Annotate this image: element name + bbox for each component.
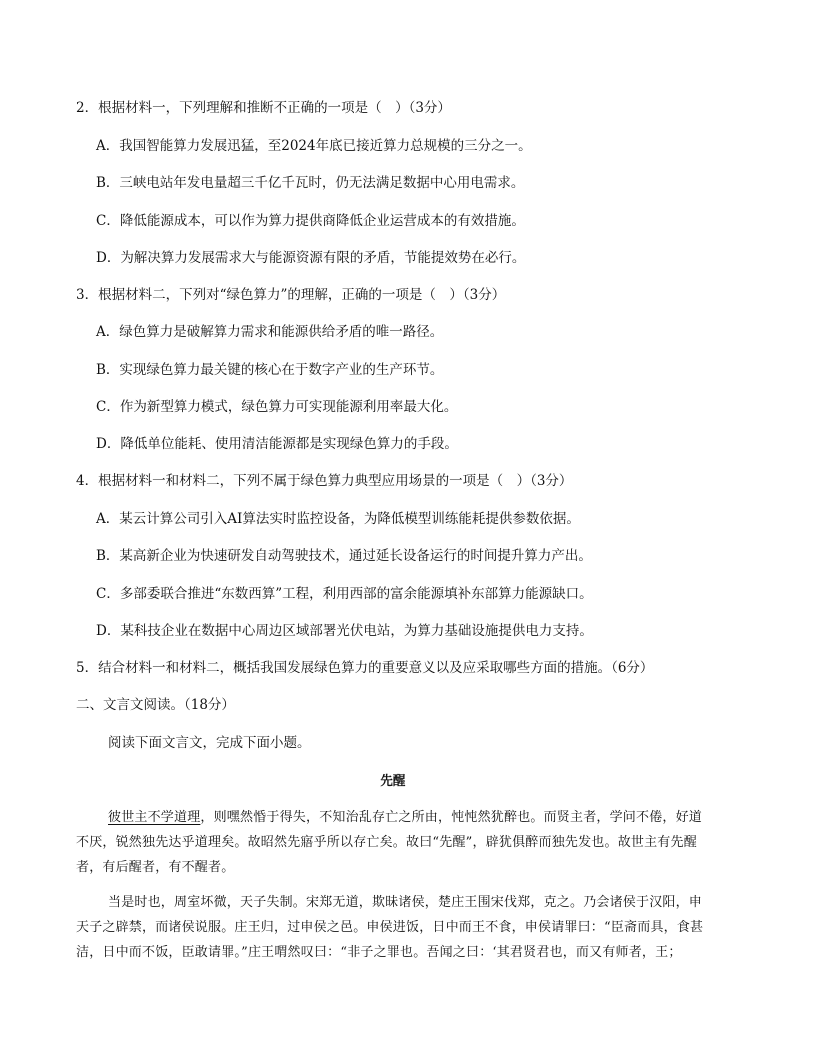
question-3-option-c: C．作为新型算力模式，绿色算力可实现能源利用率最大化。 (96, 399, 458, 415)
question-2-option-c: C．降低能源成本，可以作为算力提供商降低企业运营成本的有效措施。 (96, 213, 525, 229)
passage-p1-line-1 (108, 808, 702, 828)
question-4-option-c: C．多部委联合推进“东数西算”工程，利用西部的富余能源填补东部算力能源缺口。 (96, 586, 593, 602)
question-3-stem: 3．根据材料二，下列对“绿色算力”的理解，正确的一项是（ ）（3分） (76, 287, 506, 303)
passage-p2-line-1: 当是时也，周室坏微，天子失制。宋郑无道，欺昧诸侯，楚庄王围宋伐郑，克之。乃会诸侯于汉阳，申 (108, 895, 703, 910)
question-4-option-b: B．某高新企业为快速研发自动驾驶技术，通过延长设备运行的时间提升算力产出。 (96, 548, 592, 564)
question-3-option-a: A．绿色算力是破解算力需求和能源供给矛盾的唯一路径。 (96, 324, 444, 340)
passage-p2-line-2: 天子之辟禁，而诸侯说服。庄王归，过申侯之邑。申侯进饭，日中而王不食，申侯请罪曰：“臣斋而具，食甚 (76, 920, 704, 935)
question-3-option-d: D．降低单位能耗、使用清洁能源都是实现绿色算力的手段。 (96, 436, 458, 452)
passage-p1-line-1-rest: ，则嘿然惛于得失，不知治乱存亡之所由，忳忳然犹醉也。而贤主者，学问不倦，好道 (200, 810, 703, 825)
passage-title: 先醒 (380, 774, 406, 789)
question-2-stem: 2．根据材料一，下列理解和推断不正确的一项是（ ）（3分） (76, 100, 451, 116)
section-intro: 阅读下面文言文，完成下面小题。 (108, 735, 311, 751)
passage-p1-line-2: 不厌，锐然独先达乎道理矣。故昭然先寤乎所以存亡矣。故曰“先醒”，辟犹俱醉而独先发也。故世主有先醒 (76, 835, 697, 850)
question-5-stem: 5．结合材料一和材料二，概括我国发展绿色算力的重要意义以及应采取哪些方面的措施。（6分） (76, 660, 654, 676)
question-4-stem: 4．根据材料一和材料二，下列不属于绿色算力典型应用场景的一项是（ ）（3分） (76, 473, 573, 489)
passage-p1-line-3: 者，有后醒者，有不醒者。 (76, 860, 235, 875)
question-4-option-d: D．某科技企业在数据中心周边区域部署光伏电站，为算力基础设施提供电力支持。 (96, 623, 593, 639)
question-2-option-d: D．为解决算力发展需求大与能源资源有限的矛盾，节能提效势在必行。 (96, 250, 526, 266)
question-2-option-b: B．三峡电站年发电量超三千亿千瓦时，仍无法满足数据中心用电需求。 (96, 175, 525, 191)
question-2-option-a: A．我国智能算力发展迅猛，至2024年底已接近算力总规模的三分之一。 (96, 138, 532, 154)
question-3-option-b: B．实现绿色算力最关键的核心在于数字产业的生产环节。 (96, 362, 444, 378)
underlined-phrase: 彼世主不学道理 (108, 810, 201, 825)
section-heading: 二、文言文阅读。（18分） (76, 697, 235, 713)
question-4-option-a: A．某云计算公司引入AI算法实时监控设备，为降低模型训练能耗提供参数依据。 (96, 511, 580, 527)
passage-p2-line-3: 洁，日中而不饭，臣敢请罪。”庄王喟然叹曰：“非子之罪也。吾闻之曰：‘其君贤君也，而又有师者，王； (76, 945, 682, 960)
